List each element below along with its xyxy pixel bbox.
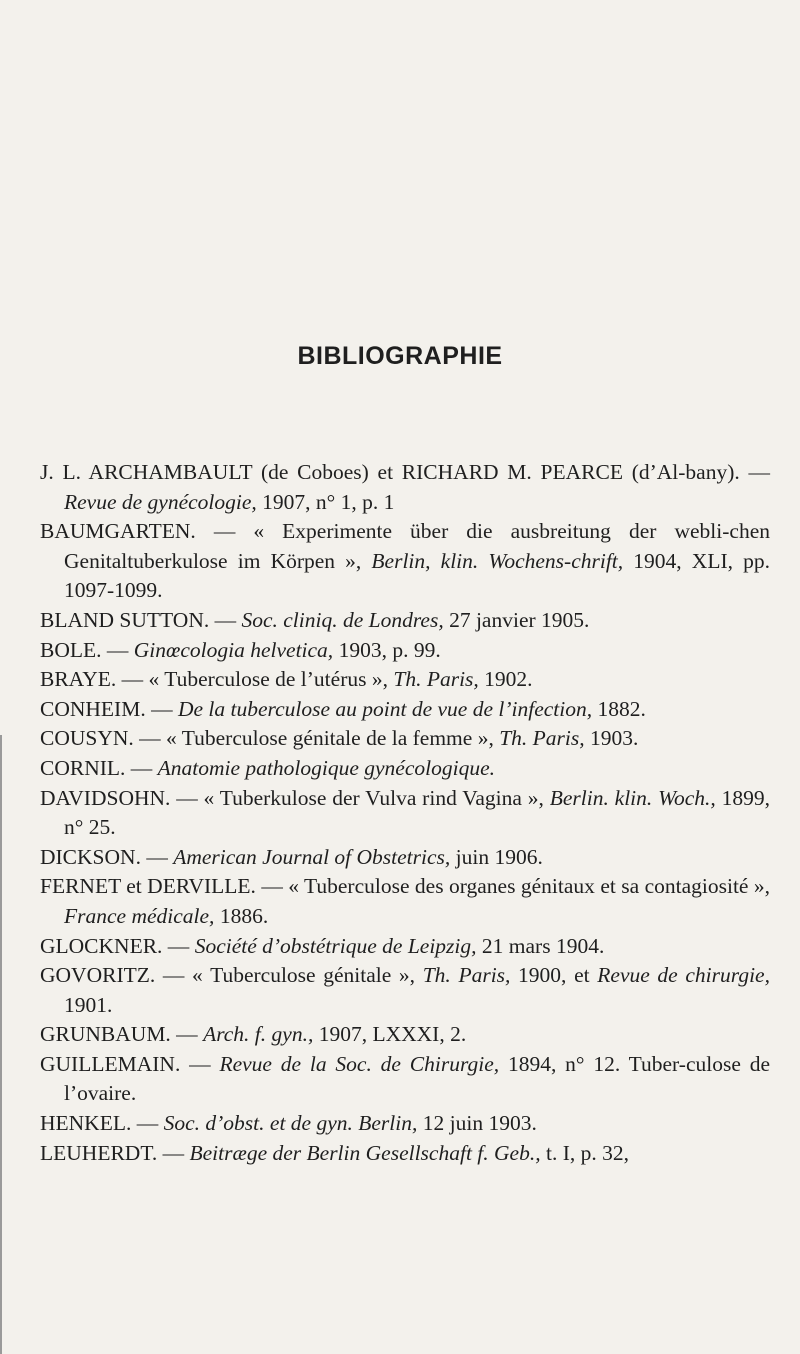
entry-text: DAVIDSOHN. — « Tuberkulose der Vulva rind Vagina », bbox=[40, 785, 550, 810]
bibliography-entry bbox=[40, 695, 770, 725]
bibliography-entry bbox=[40, 724, 770, 754]
bibliography-entry bbox=[40, 932, 770, 962]
bibliography-entry bbox=[40, 1109, 770, 1139]
bibliography-entry bbox=[40, 1020, 770, 1050]
entry-text: 1903. bbox=[584, 726, 639, 751]
entry-text: BLAND SUTTON. — bbox=[40, 607, 242, 632]
entry-source-italic: American Journal of Obstetrics, bbox=[173, 844, 451, 869]
entry-source-italic: Revue de chirurgie, bbox=[597, 963, 770, 988]
bibliography-entry bbox=[40, 517, 770, 606]
entry-source-italic: Beitræge der Berlin Gesellschaft f. Geb., bbox=[189, 1140, 541, 1165]
bibliography-entry bbox=[40, 665, 770, 695]
entry-text: 1902. bbox=[478, 667, 533, 692]
bibliography-entry bbox=[40, 784, 770, 843]
entry-source-italic: Arch. f. gyn., bbox=[203, 1022, 314, 1047]
entry-source-italic: Revue de gynécologie, bbox=[64, 489, 257, 514]
entry-text: juin 1906. bbox=[450, 844, 543, 869]
entry-source-italic: Th. Paris, bbox=[422, 963, 511, 988]
bibliography-entry bbox=[40, 1139, 770, 1169]
entry-text: t. I, p. 32, bbox=[540, 1140, 629, 1165]
entry-text: FERNET et DERVILLE. — « Tuberculose des organes génitaux et sa contagiosité », bbox=[40, 874, 770, 899]
entry-text: HENKEL. — bbox=[40, 1111, 164, 1136]
entry-source-italic: Th. Paris, bbox=[499, 726, 585, 751]
bibliography-entry bbox=[40, 961, 770, 1020]
entry-text: GRUNBAUM. — bbox=[40, 1022, 204, 1047]
entry-text: J. L. ARCHAMBAULT (de Coboes) et RICHARD M. PEARCE (d’Al-bany). — bbox=[40, 460, 770, 484]
bibliography-entry bbox=[40, 754, 770, 784]
entry-source-italic: Soc. cliniq. de Londres, bbox=[241, 607, 444, 632]
entry-source-italic: Ginœcologia helvetica, bbox=[133, 637, 334, 662]
bibliography-entry bbox=[40, 872, 770, 931]
entry-source-italic: Anatomie pathologique gynécologique. bbox=[157, 755, 496, 780]
entry-source-italic: Revue de la Soc. de Chirurgie, bbox=[219, 1051, 500, 1076]
entry-text: 12 juin 1903. bbox=[417, 1111, 537, 1136]
entry-text: BOLE. — bbox=[40, 637, 134, 662]
entry-text: 1894, n° 12. Tuber-culose de l’ovaire. bbox=[64, 1051, 770, 1106]
entry-text: 1901. bbox=[64, 992, 113, 1017]
entry-text: COUSYN. — « Tuberculose génitale de la femme », bbox=[40, 726, 500, 751]
entry-text: BAUMGARTEN. — « Experimente über die ausbreitung der webli-chen Genitaltuberkulose im Körpen », bbox=[40, 519, 770, 573]
entry-text: 1907, LXXXI, 2. bbox=[313, 1022, 467, 1047]
entry-text: 1900, et bbox=[510, 963, 598, 988]
bibliography-entry bbox=[40, 458, 770, 517]
entry-text: BRAYE. — « Tuberculose de l’utérus », bbox=[40, 667, 394, 692]
entry-text: 1904, XLI, pp. 1097-1099. bbox=[64, 548, 770, 603]
entry-text: 1903, p. 99. bbox=[333, 637, 441, 662]
entry-text: CONHEIM. — bbox=[40, 696, 178, 721]
entry-text: GLOCKNER. — bbox=[40, 933, 195, 958]
bibliography-entry bbox=[40, 636, 770, 666]
entry-text: GOVORITZ. — « Tuberculose génitale », bbox=[40, 963, 423, 988]
bibliography-entry bbox=[40, 606, 770, 636]
entry-text: GUILLEMAIN. — bbox=[40, 1051, 220, 1076]
bibliography-entry bbox=[40, 1050, 770, 1109]
entry-text: 1899, n° 25. bbox=[64, 785, 771, 840]
page-title: BIBLIOGRAPHIE bbox=[297, 342, 503, 370]
entry-source-italic: De la tuberculose au point de vue de l’infection, bbox=[177, 696, 593, 721]
entry-text: 27 janvier 1905. bbox=[443, 607, 590, 632]
entry-text: DICKSON. — bbox=[40, 844, 174, 869]
entry-source-italic: Berlin. klin. Woch., bbox=[549, 785, 716, 810]
entry-text: 1882. bbox=[592, 696, 646, 721]
entry-source-italic: France médicale, bbox=[64, 903, 215, 928]
entry-text: 1886. bbox=[214, 903, 269, 928]
entry-source-italic: Société d’obstétrique de Leipzig, bbox=[194, 933, 477, 958]
entry-text: 21 mars 1904. bbox=[476, 933, 605, 958]
bibliography-entry bbox=[40, 843, 770, 873]
entry-source-italic: Th. Paris, bbox=[393, 667, 479, 692]
entry-text: CORNIL. — bbox=[40, 755, 158, 780]
entry-text: 1907, n° 1, p. 1 bbox=[256, 489, 395, 514]
entry-text: LEUHERDT. — bbox=[40, 1140, 190, 1165]
entry-source-italic: Soc. d’obst. et de gyn. Berlin, bbox=[163, 1111, 418, 1136]
entry-source-italic: Berlin, klin. Wochens-chrift, bbox=[371, 548, 624, 573]
bibliography-list bbox=[40, 458, 770, 1168]
page-edge-shadow bbox=[0, 735, 2, 1354]
